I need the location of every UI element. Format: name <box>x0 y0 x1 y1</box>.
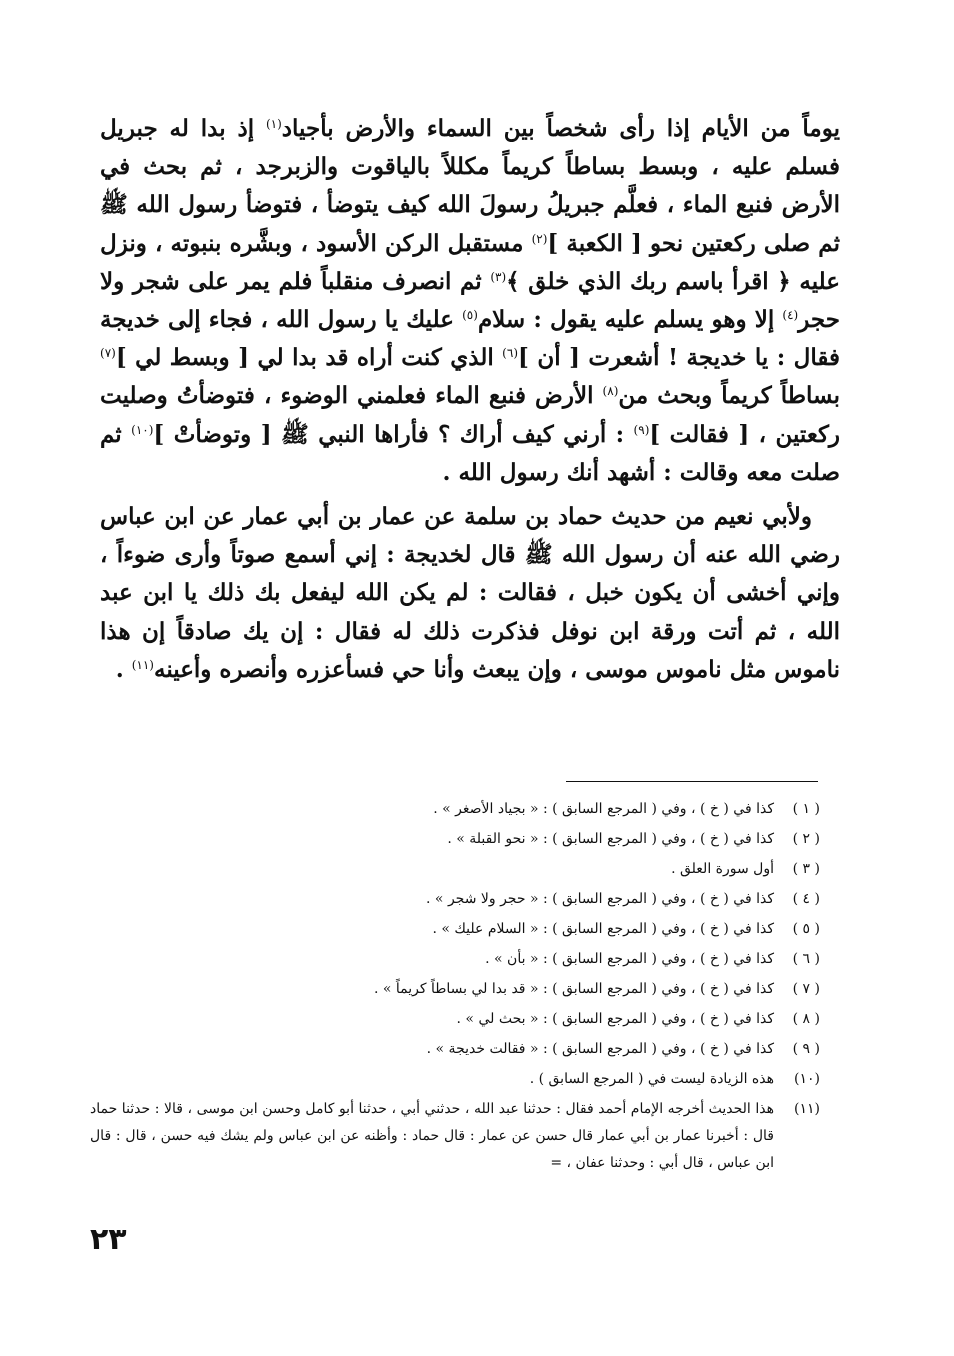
footnote-10 <box>90 1064 820 1094</box>
footnote-ref[interactable]: (٤) <box>782 308 799 323</box>
paragraph-1 <box>100 110 840 492</box>
footnote-1 <box>90 794 820 824</box>
text-segment: مستقبل الركن الأسود ، وبشَّره بنبوته ، ونزل عليه ﴿ اقرأ باسم ربك الذي خلق ﴾ <box>100 229 840 295</box>
text-segment: بساطاً كريماً وبحث من <box>618 382 840 410</box>
text-segment: إذ بدا له جبريل فسلم عليه ، وبسط بساطاً كريماً مكللاً بالياقوت والزبرجد ، ثم بحث في الأرض فنبع الماء ، فعلَّم جبريلُ رسولَ الله كيف يتوضأ ، فتوضأ رسول الله ﷺ ثم صلى ركعتين نحو [ الكعبة ] <box>100 115 840 257</box>
footnote-ref[interactable]: (٥) <box>462 308 478 323</box>
footnote-number: ( ٨ ) <box>792 1011 820 1027</box>
footnote-8 <box>90 1004 820 1034</box>
footnote-5 <box>90 914 820 944</box>
footnote-number: ( ٧ ) <box>792 981 820 997</box>
footnote-ref[interactable]: (٨) <box>602 384 619 399</box>
text-segment: عليك يا رسول الله ، فجاء إلى خديجة فقال : يا خديجة ! أشعرت [ أن ] <box>100 306 840 372</box>
footnote-ref[interactable]: (١١) <box>131 657 154 672</box>
footnote-text: كذا في ( خ ) ، وفي ( المرجع السابق ) : « قد بدا لي بساطاً كريماً » . <box>373 981 774 997</box>
text-segment: : أرني كيف أراك ؟ فأراها النبي ﷺ [ وتوضأتْ ] <box>153 420 634 448</box>
footnote-ref[interactable]: (٣) <box>490 269 507 284</box>
footnote-number: ( ٦ ) <box>792 951 820 967</box>
footnote-text: كذا في ( خ ) ، وفي ( المرجع السابق ) : « بجياد الأصغر » . <box>433 801 774 817</box>
footnote-text: هذا الحديث أخرجه الإمام أحمد فقال : حدثنا عبد الله ، حدثني أبي ، حدثنا أبو كامل وحسن ابن موسى ، قالا : حدثنا حماد قال : أخبرنا عمار بن أبي عمار قال حسن عن عمار : قال حماد : وأظنه عن ابن عباس ولم يشك فيه حسن ، قال : قال ابن عباس ، قال أبي : وحدثنا عفان ، = <box>90 1101 774 1171</box>
footnote-ref[interactable]: (٢) <box>531 231 548 246</box>
footnote-number: ( ٢ ) <box>792 831 820 847</box>
text-segment: ثم صلت معه وقالت : أشهد أنك رسول الله . <box>100 420 840 486</box>
text-segment: ولأبي نعيم من حديث حماد بن سلمة عن عمار بن أبي عمار عن ابن عباس رضي الله عنه أن رسول الله ﷺ قال لخديجة : إني أسمع صوتاً وأرى ضوءاً ، وإني أخشى أن يكون خبل ، فقالت : لم يكن الله ليفعل بك ذلك يا ابن عبد الله ، ثم أتت ورقة ابن نوفل فذكرت ذلك له فقال : إن يك صادقاً إن هذا ناموس مثل ناموس موسى ، وإن يبعث وأنا حي فسأعزره وأنصره وأعينه <box>100 503 840 683</box>
text-segment: إلا وهو يسلم عليه يقول : سلام <box>477 306 783 334</box>
footnote-text: كذا في ( خ ) ، وفي ( المرجع السابق ) : « بحث لي » . <box>456 1011 774 1027</box>
text-segment: الأرض فنبع الماء فعلمني الوضوء ، فتوضأتُ وصليت ركعتين ، [ فقالت ] <box>100 382 841 448</box>
page-number: ٢٣ <box>90 1222 127 1257</box>
footnote-9 <box>90 1034 820 1064</box>
footnote-4 <box>90 884 820 914</box>
footnote-text: كذا في ( خ ) ، وفي ( المرجع السابق ) : « السلام عليك » . <box>432 921 774 937</box>
footnote-text: أول سورة العلق . <box>671 861 774 877</box>
footnote-text: كذا في ( خ ) ، وفي ( المرجع السابق ) : « حجر ولا شجر » . <box>426 891 774 907</box>
footnote-2 <box>90 824 820 854</box>
footnote-number: (١٠) <box>794 1071 820 1087</box>
paragraph-2 <box>100 498 840 689</box>
footnote-ref[interactable]: (٧) <box>100 346 116 361</box>
footnote-ref[interactable]: (١) <box>265 117 282 131</box>
footnote-3 <box>90 854 820 884</box>
footnote-number: ( ٣ ) <box>792 861 820 877</box>
footnote-divider <box>566 781 818 782</box>
footnote-number: ( ٥ ) <box>792 921 820 937</box>
text-segment: يوماً من الأيام إذا رأى شخصاً بين السماء والأرض بأجياد <box>281 115 840 142</box>
footnote-6 <box>90 944 820 974</box>
footnote-text: كذا في ( خ ) ، وفي ( المرجع السابق ) : « فقالت خديجة » . <box>426 1041 774 1057</box>
footnote-number: ( ٩ ) <box>792 1041 820 1057</box>
footnote-number: ( ١ ) <box>792 801 820 817</box>
text-segment: ثم انصرف منقلباً فلم يمر على شجر ولا حجر <box>100 267 840 334</box>
text-segment: . <box>115 655 132 683</box>
footnote-text: هذه الزيادة ليست في ( المرجع السابق ) . <box>529 1071 774 1087</box>
footnote-number: ( ٤ ) <box>792 891 820 907</box>
footnote-text: كذا في ( خ ) ، وفي ( المرجع السابق ) : « نحو القبلة » . <box>447 831 774 847</box>
footnote-7 <box>90 974 820 1004</box>
footnote-ref[interactable]: (٩) <box>633 422 650 437</box>
footnote-ref[interactable]: (٦) <box>502 346 518 361</box>
footnote-ref[interactable]: (١٠) <box>131 422 154 437</box>
text-segment: الذي كنت أراه قد بدا لي [ وبسط لي ] <box>115 344 503 372</box>
footnotes <box>90 794 820 1177</box>
footnote-text: كذا في ( خ ) ، وفي ( المرجع السابق ) : « بأن » . <box>485 951 774 967</box>
footnote-number: (١١) <box>794 1101 820 1117</box>
footnote-11 <box>90 1094 820 1177</box>
main-text <box>100 110 840 689</box>
